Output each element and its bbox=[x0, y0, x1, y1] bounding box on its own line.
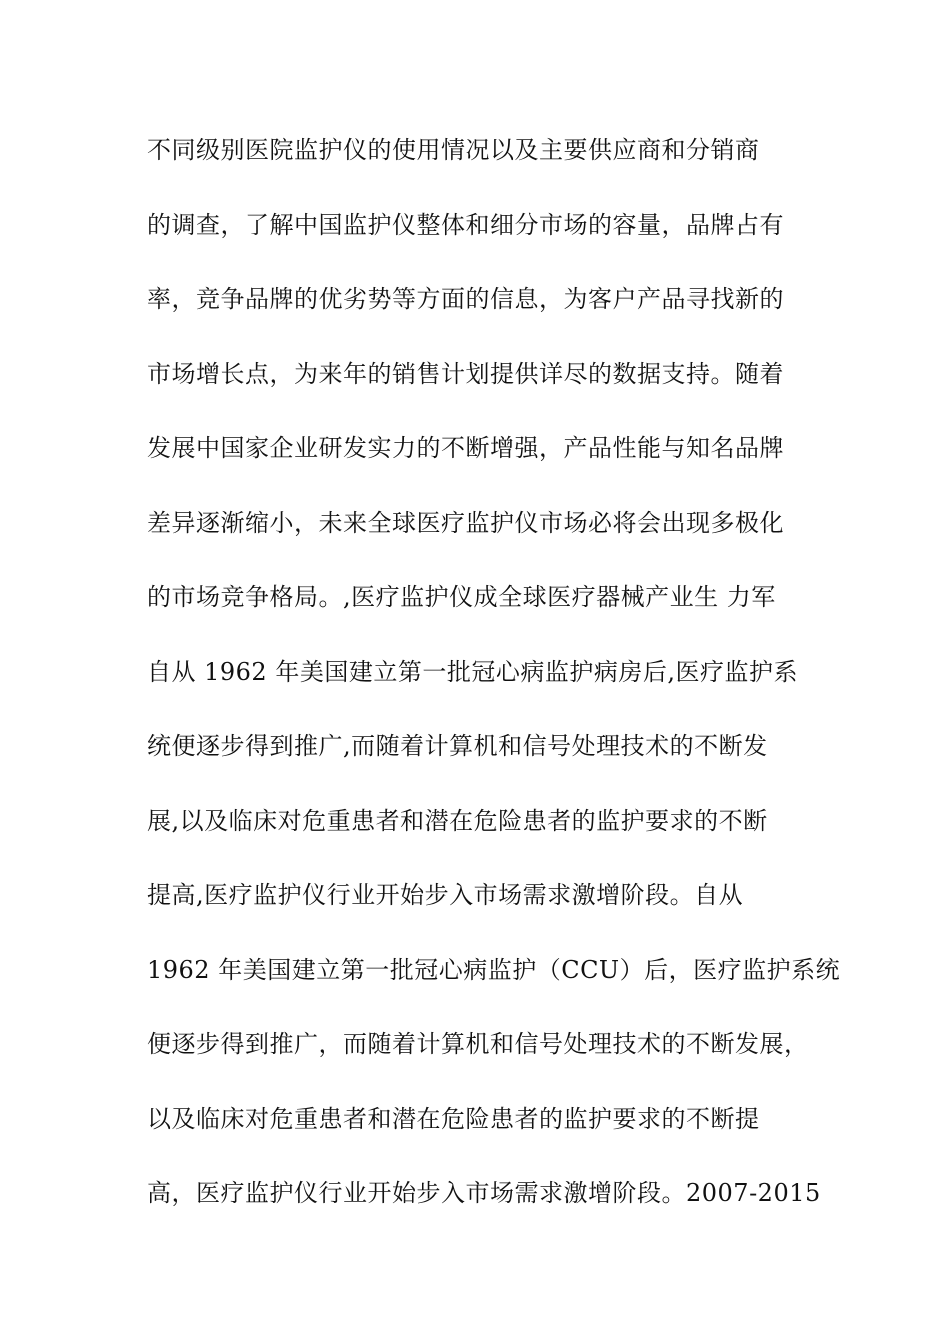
text-line: 市场增长点，为来年的销售计划提供详尽的数据支持。随着 bbox=[147, 359, 784, 388]
text-line: 提高,医疗监护仪行业开始步入市场需求激增阶段。自从 bbox=[147, 881, 744, 909]
text-line: 自从 1962 年美国建立第一批冠心病监护病房后,医疗监护系 bbox=[147, 657, 798, 686]
text-line: 率，竞争品牌的优劣势等方面的信息，为客户产品寻找新的 bbox=[147, 285, 784, 313]
text-line: 便逐步得到推广，而随着计算机和信号处理技术的不断发展， bbox=[147, 1030, 809, 1058]
text-line: 高，医疗监护仪行业开始步入市场需求激增阶段。2007-2015 bbox=[147, 1179, 821, 1207]
text-line: 以及临床对危重患者和潜在危险患者的监护要求的不断提 bbox=[147, 1104, 760, 1133]
text-line: 的调查，了解中国监护仪整体和细分市场的容量，品牌占有 bbox=[147, 210, 784, 239]
body-text bbox=[147, 128, 841, 1246]
text-line: 的市场竞争格局。,医疗监护仪成全球医疗器械产业生 力军 bbox=[147, 583, 776, 611]
text-line: 1962 年美国建立第一批冠心病监护（CCU）后，医疗监护系统 bbox=[147, 955, 841, 984]
text-line: 发展中国家企业研发实力的不断增强，产品性能与知名品牌 bbox=[147, 434, 784, 462]
text-line: 统便逐步得到推广,而随着计算机和信号处理技术的不断发 bbox=[147, 732, 768, 760]
text-line: 不同级别医院监护仪的使用情况以及主要供应商和分销商 bbox=[147, 136, 760, 164]
text-line: 展,以及临床对危重患者和潜在危险患者的监护要求的不断 bbox=[147, 806, 768, 835]
text-line: 差异逐渐缩小，未来全球医疗监护仪市场必将会出现多极化 bbox=[147, 508, 784, 537]
